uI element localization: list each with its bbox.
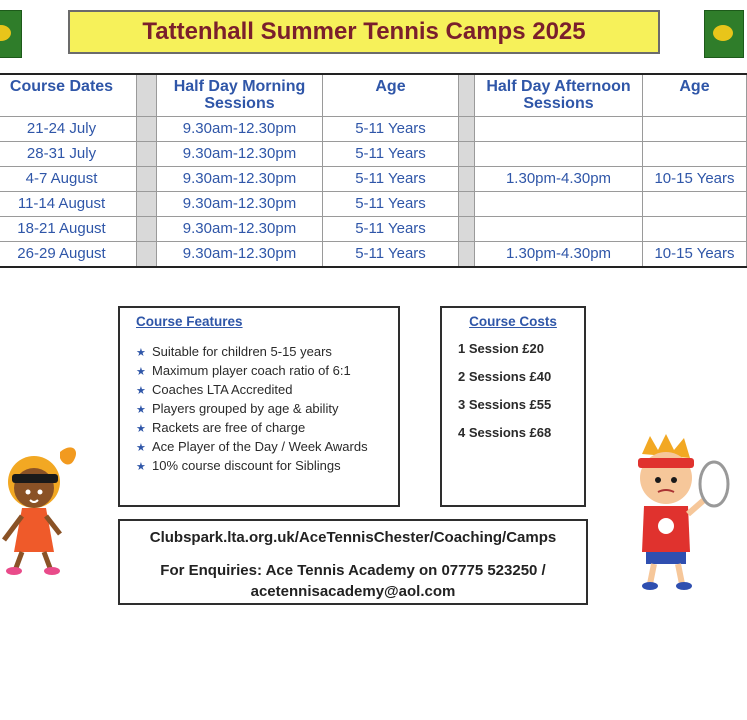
- morning-session-cell: 9.30am-12.30pm: [157, 192, 323, 217]
- age-morning-cell: 5-11 Years: [323, 142, 459, 167]
- feature-text: 10% course discount for Siblings: [152, 458, 341, 473]
- course-dates-cell: 11-14 August: [0, 192, 137, 217]
- star-icon: ★: [136, 347, 146, 359]
- enquiries-box: [118, 519, 588, 605]
- afternoon-session-cell: [475, 142, 643, 167]
- feature-text: Ace Player of the Day / Week Awards: [152, 439, 368, 454]
- club-logo-left: [0, 10, 22, 58]
- feature-text: Maximum player coach ratio of 6:1: [152, 363, 351, 378]
- age-afternoon-cell: [643, 142, 747, 167]
- cost-item: 3 Sessions £55: [458, 397, 552, 412]
- schedule-row: [0, 242, 747, 268]
- course-dates-cell: 28-31 July: [0, 142, 137, 167]
- enquiries-email[interactable]: acetennisacademy@aol.com: [250, 583, 456, 600]
- schedule-table: [0, 73, 747, 268]
- afternoon-session-cell: [475, 192, 643, 217]
- schedule-row: [0, 142, 747, 167]
- age-afternoon-cell: [643, 192, 747, 217]
- header-afternoon-sessions: Half Day Afternoon Sessions: [475, 74, 643, 117]
- website-link[interactable]: Clubspark.lta.org.uk/AceTennisChester/Coaching/Camps: [149, 529, 557, 546]
- star-icon: ★: [136, 461, 146, 473]
- course-dates-cell: 21-24 July: [0, 117, 137, 142]
- features-list: [136, 343, 398, 476]
- afternoon-session-cell: [475, 217, 643, 242]
- feature-text: Rackets are free of charge: [152, 420, 306, 435]
- age-afternoon-cell: [643, 117, 747, 142]
- feature-item: [136, 457, 398, 476]
- course-costs-box: [440, 306, 586, 507]
- star-icon: ★: [136, 442, 146, 454]
- age-afternoon-cell: [643, 217, 747, 242]
- age-afternoon-cell: 10-15 Years: [643, 242, 747, 268]
- feature-text: Coaches LTA Accredited: [152, 382, 293, 397]
- cartoon-boy-illustration: [620, 434, 720, 594]
- costs-title: Course Costs: [469, 314, 557, 329]
- feature-item: [136, 419, 398, 438]
- feature-item: [136, 400, 398, 419]
- age-morning-cell: 5-11 Years: [323, 217, 459, 242]
- header-morning-sessions: Half Day Morning Sessions: [157, 74, 323, 117]
- course-dates-cell: 26-29 August: [0, 242, 137, 268]
- cost-item: 1 Session £20: [458, 341, 544, 356]
- schedule-row: [0, 217, 747, 242]
- feature-item: [136, 343, 398, 362]
- course-dates-cell: 18-21 August: [0, 217, 137, 242]
- feature-item: [136, 438, 398, 457]
- afternoon-session-cell: 1.30pm-4.30pm: [475, 242, 643, 268]
- afternoon-session-cell: 1.30pm-4.30pm: [475, 167, 643, 192]
- star-icon: ★: [136, 423, 146, 435]
- schedule-row: [0, 117, 747, 142]
- morning-session-cell: 9.30am-12.30pm: [157, 242, 323, 268]
- feature-item: [136, 381, 398, 400]
- age-morning-cell: 5-11 Years: [323, 192, 459, 217]
- feature-text: Players grouped by age & ability: [152, 401, 339, 416]
- morning-session-cell: 9.30am-12.30pm: [157, 142, 323, 167]
- page-title-banner: [68, 10, 660, 54]
- cartoon-girl-illustration: [0, 440, 90, 580]
- feature-text: Suitable for children 5-15 years: [152, 344, 332, 359]
- age-afternoon-cell: 10-15 Years: [643, 167, 747, 192]
- star-icon: ★: [136, 404, 146, 416]
- features-title: Course Features: [136, 314, 243, 329]
- afternoon-session-cell: [475, 117, 643, 142]
- club-logo-right: [704, 10, 744, 58]
- morning-session-cell: 9.30am-12.30pm: [157, 117, 323, 142]
- star-icon: ★: [136, 385, 146, 397]
- schedule-row: [0, 192, 747, 217]
- course-dates-cell: 4-7 August: [0, 167, 137, 192]
- age-morning-cell: 5-11 Years: [323, 167, 459, 192]
- header-age-morning: Age: [323, 74, 459, 117]
- schedule-row: [0, 167, 747, 192]
- morning-session-cell: 9.30am-12.30pm: [157, 167, 323, 192]
- cost-item: 2 Sessions £40: [458, 369, 552, 384]
- course-features-box: [118, 306, 400, 507]
- costs-list: [442, 341, 584, 440]
- feature-item: [136, 362, 398, 381]
- schedule-header-row: [0, 74, 747, 117]
- star-icon: ★: [136, 366, 146, 378]
- age-morning-cell: 5-11 Years: [323, 117, 459, 142]
- header-course-dates: Course Dates: [0, 74, 137, 117]
- page-title: Tattenhall Summer Tennis Camps 2025: [142, 18, 586, 45]
- enquiries-phone: For Enquiries: Ace Tennis Academy on 07775 523250 /: [160, 562, 546, 579]
- morning-session-cell: 9.30am-12.30pm: [157, 217, 323, 242]
- age-morning-cell: 5-11 Years: [323, 242, 459, 268]
- cost-item: 4 Sessions £68: [458, 425, 552, 440]
- header-age-afternoon: Age: [643, 74, 747, 117]
